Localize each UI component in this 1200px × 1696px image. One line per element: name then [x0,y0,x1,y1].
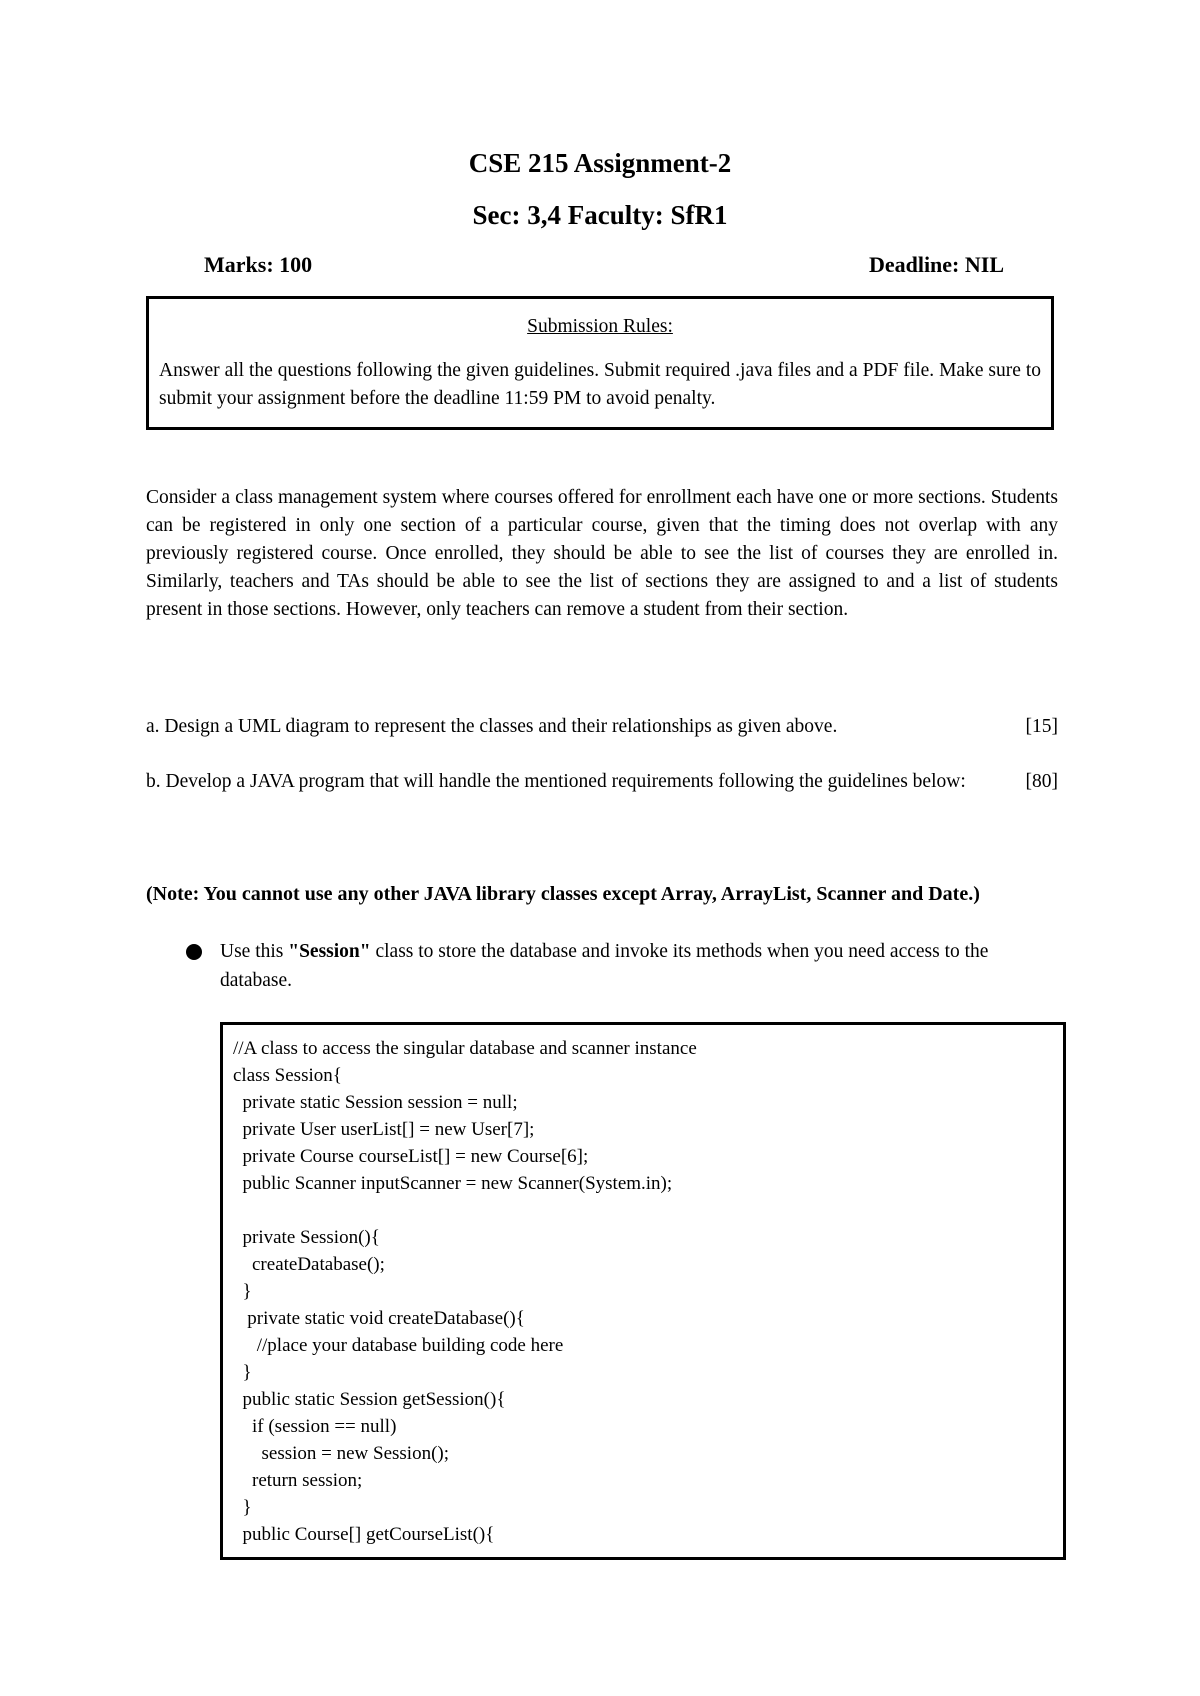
code-line [233,1197,1053,1224]
library-note: (Note: You cannot use any other JAVA library classes except Array, ArrayList, Scanner and Date.) [146,883,980,905]
code-line: } [233,1281,252,1302]
bullet-text-after: class to store the database and invoke its methods when you need access to the database. [220,941,989,991]
question-a-text: a. Design a UML diagram to represent the classes and their relationships as given above. [146,716,838,737]
submission-rules-box [146,296,1054,430]
code-line: return session; [233,1470,363,1491]
submission-rules-title: Submission Rules: [527,316,673,337]
code-line: private static Session session = null; [233,1092,518,1113]
submission-rules-text: Answer all the questions following the given guidelines. Submit required .java files and a PDF file. Make sure to submit your assignment before the deadline 11:59 PM to avoid penalty. [159,360,1041,409]
code-line: session = new Session(); [233,1443,450,1464]
code-line: //A class to access the singular database and scanner instance [233,1038,697,1059]
code-line: public static Session getSession(){ [233,1389,506,1410]
code-line: private User userList[] = new User[7]; [233,1119,535,1140]
code-line: private static void createDatabase(){ [233,1308,525,1329]
code-line: private Course courseList[] = new Course[6]; [233,1146,589,1167]
session-class-code-box [220,1022,1066,1560]
code-line: } [233,1362,252,1383]
code-line: public Course[] getCourseList(){ [233,1524,495,1545]
code-line: class Session{ [233,1065,342,1086]
code-line: createDatabase(); [233,1254,385,1275]
bullet-text [220,937,1046,995]
question-a-marks: [15] [1025,716,1058,737]
question-a [146,713,1058,741]
bullet-item-session [186,937,1046,995]
code-line: public Scanner inputScanner = new Scanner(System.in); [233,1173,673,1194]
deadline-label: Deadline: NIL [868,252,1004,277]
bullet-text-bold: "Session" [288,941,371,962]
question-b-text: b. Develop a JAVA program that will handle the mentioned requirements following the guidelines below: [146,771,966,792]
question-b [146,768,1058,796]
question-b-marks: [80] [1025,771,1058,792]
code-line: //place your database building code here [233,1335,564,1356]
code-line: } [233,1497,252,1518]
problem-description: Consider a class management system where courses offered for enrollment each have one or more sections. Students can be registered in only one section of a particular course, given that the timing does not overlap with any previously registered course. Once enrolled, they should be able to see the list of courses they are enrolled in. Similarly, teachers and TAs should be able to see the list of sections they are assigned to and a list of students present in those sections. However, only teachers can remove a student from their section. [146,487,1058,620]
marks-label: Marks: 100 [204,252,313,277]
bullet-text-before: Use this [220,941,289,962]
document-title: CSE 215 Assignment-2 [468,148,732,178]
bullet-icon [186,944,202,960]
code-line: if (session == null) [233,1416,397,1437]
code-line: private Session(){ [233,1227,380,1248]
section-faculty-line: Sec: 3,4 Faculty: SfR1 [472,200,728,230]
